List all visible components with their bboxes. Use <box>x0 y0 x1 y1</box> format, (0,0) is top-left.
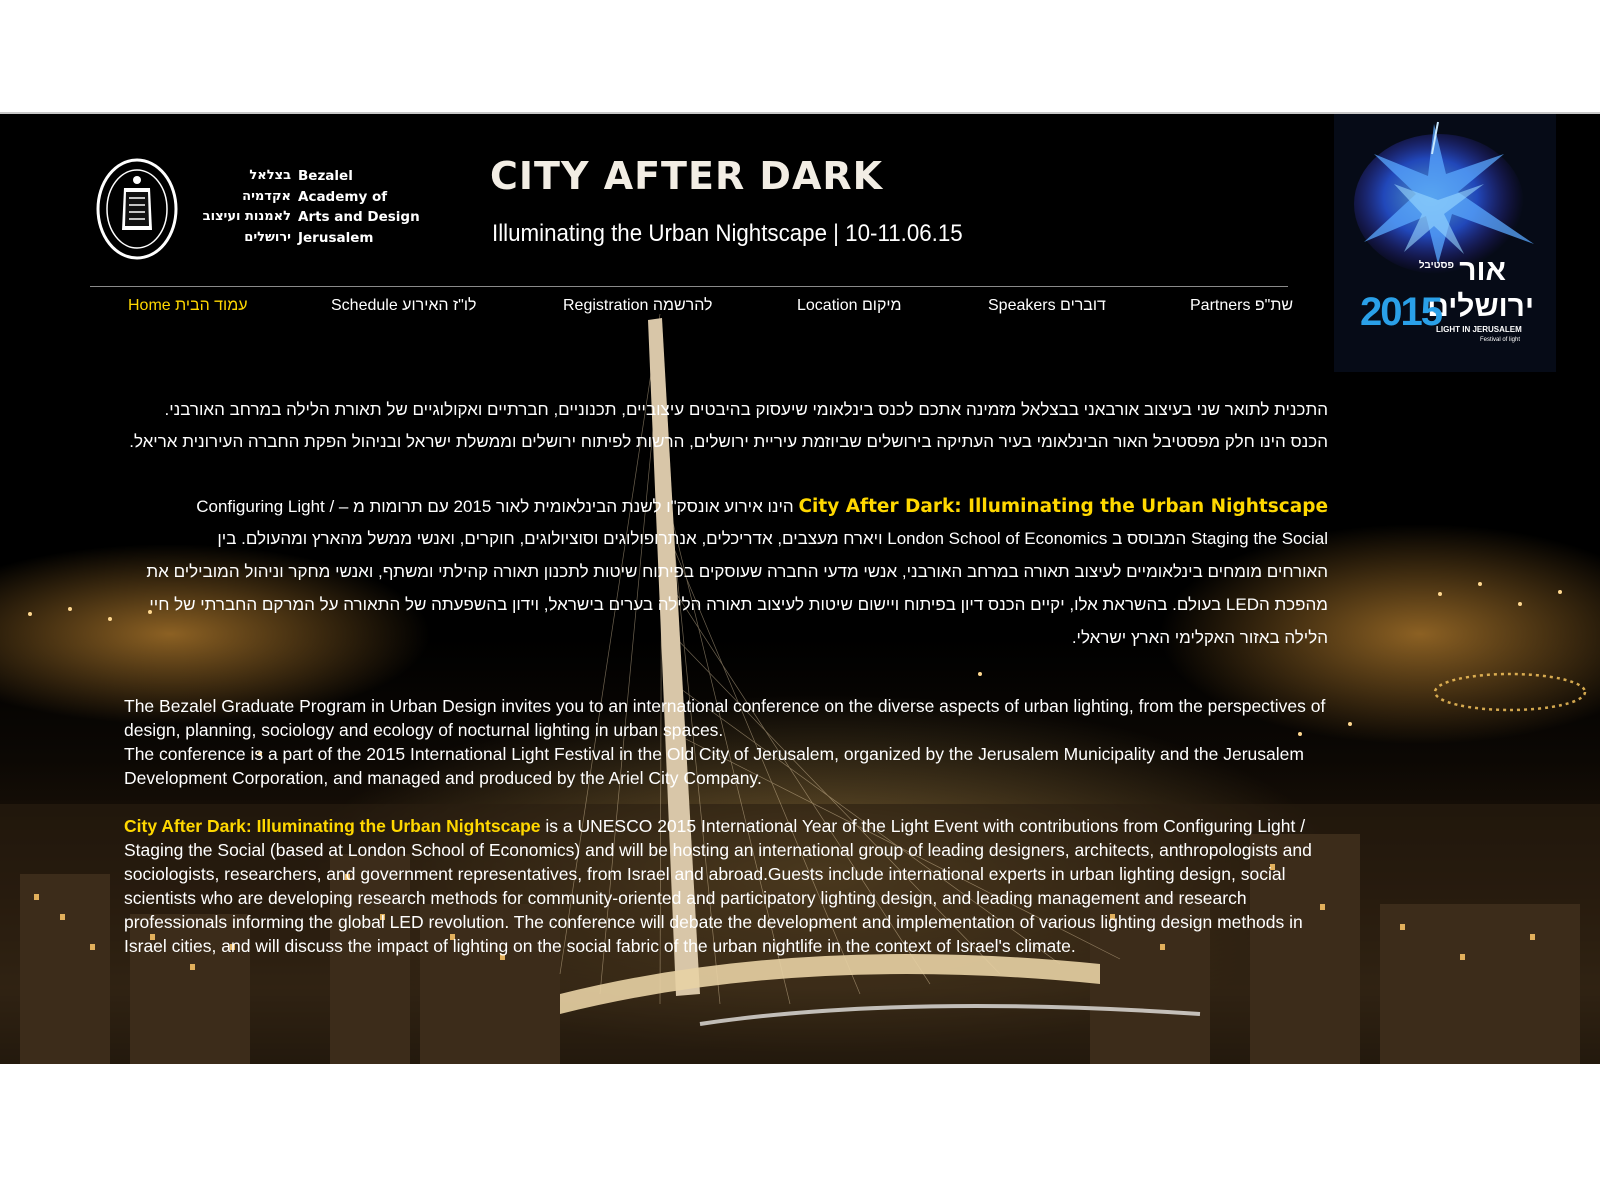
logo-en-line: Academy of <box>298 188 388 205</box>
hero-section <box>0 114 1600 1064</box>
hebrew-body-line-5: הלילה באזור האקלימי הארץ ישראלי. <box>1071 628 1328 647</box>
light-festival-logo <box>1334 114 1556 372</box>
logo-en-line: Jerusalem <box>298 229 374 246</box>
bezalel-name-hebrew <box>196 166 291 248</box>
english-intro-text-2: The conference is a part of the 2015 International Light Festival in the Old City of Jerusalem, organized by the Jerusalem Municipality and the Jerusalem Development Corporation, and managed and produced by the Ariel City Company. <box>124 744 1304 788</box>
logo-heb-line: לאמנות ועיצוב <box>202 209 291 224</box>
logo-en-line: Bezalel <box>298 168 353 184</box>
logo-en-line: Arts and Design <box>298 209 420 225</box>
hebrew-body-line-1-text: הינו אירוע אונסק"ו לשנת הבינלאומית לאור 2015 עם תרומות מ – / Configuring Light <box>196 497 799 516</box>
page-subtitle: Illuminating the Urban Nightscape | 10-11.06.15 <box>492 220 963 247</box>
nav-speakers[interactable]: Speakers דוברים <box>988 297 1106 314</box>
festival-year: 2015 <box>1360 290 1441 334</box>
nav-divider <box>90 286 1288 287</box>
bezalel-name-english <box>298 166 420 248</box>
festival-tagline: Festival of light <box>1480 337 1521 343</box>
english-body-text: is a UNESCO 2015 International Year of the Light Event with contributions from Configuring Light / Staging the Social (based at London School of Economics) and will be hosting an international group of leading designers, architects, anthropologists and sociologists, researchers, and government representatives, from Israel and abroad.Guests include international experts in urban lighting design, social scientists who are developing research methods for community-oriented and participatory lighting design, and leading management and research professionals informing the global LED revolution. The conference will debate the development and implementation of various lighting design methods in Israel cities, and will discuss the impact of lighting on the social fabric of the urban nightlife in the context of Israel's climate. <box>124 816 1312 956</box>
hebrew-event-name-highlight: City After Dark: Illuminating the Urban Nightscape <box>798 496 1328 517</box>
festival-english: LIGHT IN JERUSALEM <box>1436 325 1522 334</box>
nav-registration[interactable]: Registration להרשמה <box>563 297 713 314</box>
hebrew-body-line-4: מהפכת הLED בעולם. בהשראת אלו, יקיים הכנס דיון בפיתוח ויישום שיטות לעיצוב תאורה הלילה בערים בישראל, וידון בהשפעתה של התאורה על המרקם החברתי של חיי <box>149 595 1328 614</box>
page-title: CITY AFTER DARK <box>490 154 884 198</box>
hebrew-intro-line-2: הכנס הינו חלק מפסטיבל האור הבינלאומי בעיר העתיקה בירושלים שביוזמת עיריית ירושלים, הרשות לפיתוח ירושלים וממשלת ישראל ובניהול הפקת החברה העירונית אריאל. <box>129 432 1328 451</box>
festival-heb-bottom: ירושלים <box>1427 290 1534 323</box>
hebrew-body-line-3: האורחים מומחים בינלאומיים לעיצוב תאורה במרחב האורבני, אנשי מדעי החברה שעוסקים בפיתוח שיטות לתכנון תאורה קהילתי ומשתף, ואנשי מחקר וניהול המובילים את <box>146 562 1328 581</box>
hebrew-body-line-1 <box>128 496 1328 517</box>
bezalel-emblem-logo <box>96 158 178 260</box>
nav-partners[interactable]: Partners שת"פ <box>1190 297 1294 314</box>
festival-heb-top: אור <box>1459 254 1506 287</box>
english-body-paragraph <box>124 814 1339 958</box>
english-event-name-highlight: City After Dark: Illuminating the Urban Nightscape <box>124 816 541 836</box>
logo-heb-line: ירושלים <box>244 229 291 245</box>
nav-home[interactable]: Home עמוד הבית <box>128 297 248 314</box>
nav-location[interactable]: Location מיקום <box>797 297 902 314</box>
logo-heb-line: אקדמיה <box>242 188 291 204</box>
hebrew-body-line-2: Staging the Social המבוסס ב London School of Economics ויארח מעצבים, אדריכלים, אנתרופולוגים וסוציולוגים, חוקרים, ואנשי ממשל מהארץ ומהעולם. בין <box>217 529 1328 548</box>
nav-schedule[interactable]: Schedule לו"ז האירוע <box>331 297 477 314</box>
hebrew-intro-line-1: התכנית לתואר שני בעיצוב אורבאני בבצלאל מזמינה אתכם לכנס בינלאומי שיעסוק בהיבטים עיצוביים, תכנוניים, חברתיים ואקולוגיים של תאורת הלילה במרחב האורבני. <box>164 400 1328 419</box>
english-intro-text: The Bezalel Graduate Program in Urban Design invites you to an international conference on the diverse aspects of urban lighting, from the perspectives of design, planning, sociology and ecology of nocturnal lighting in urban spaces. <box>124 696 1326 740</box>
logo-heb-line: בצלאל <box>249 168 291 183</box>
english-intro-paragraph <box>124 694 1339 790</box>
festival-small-heb: פסטיבל <box>1418 260 1454 271</box>
